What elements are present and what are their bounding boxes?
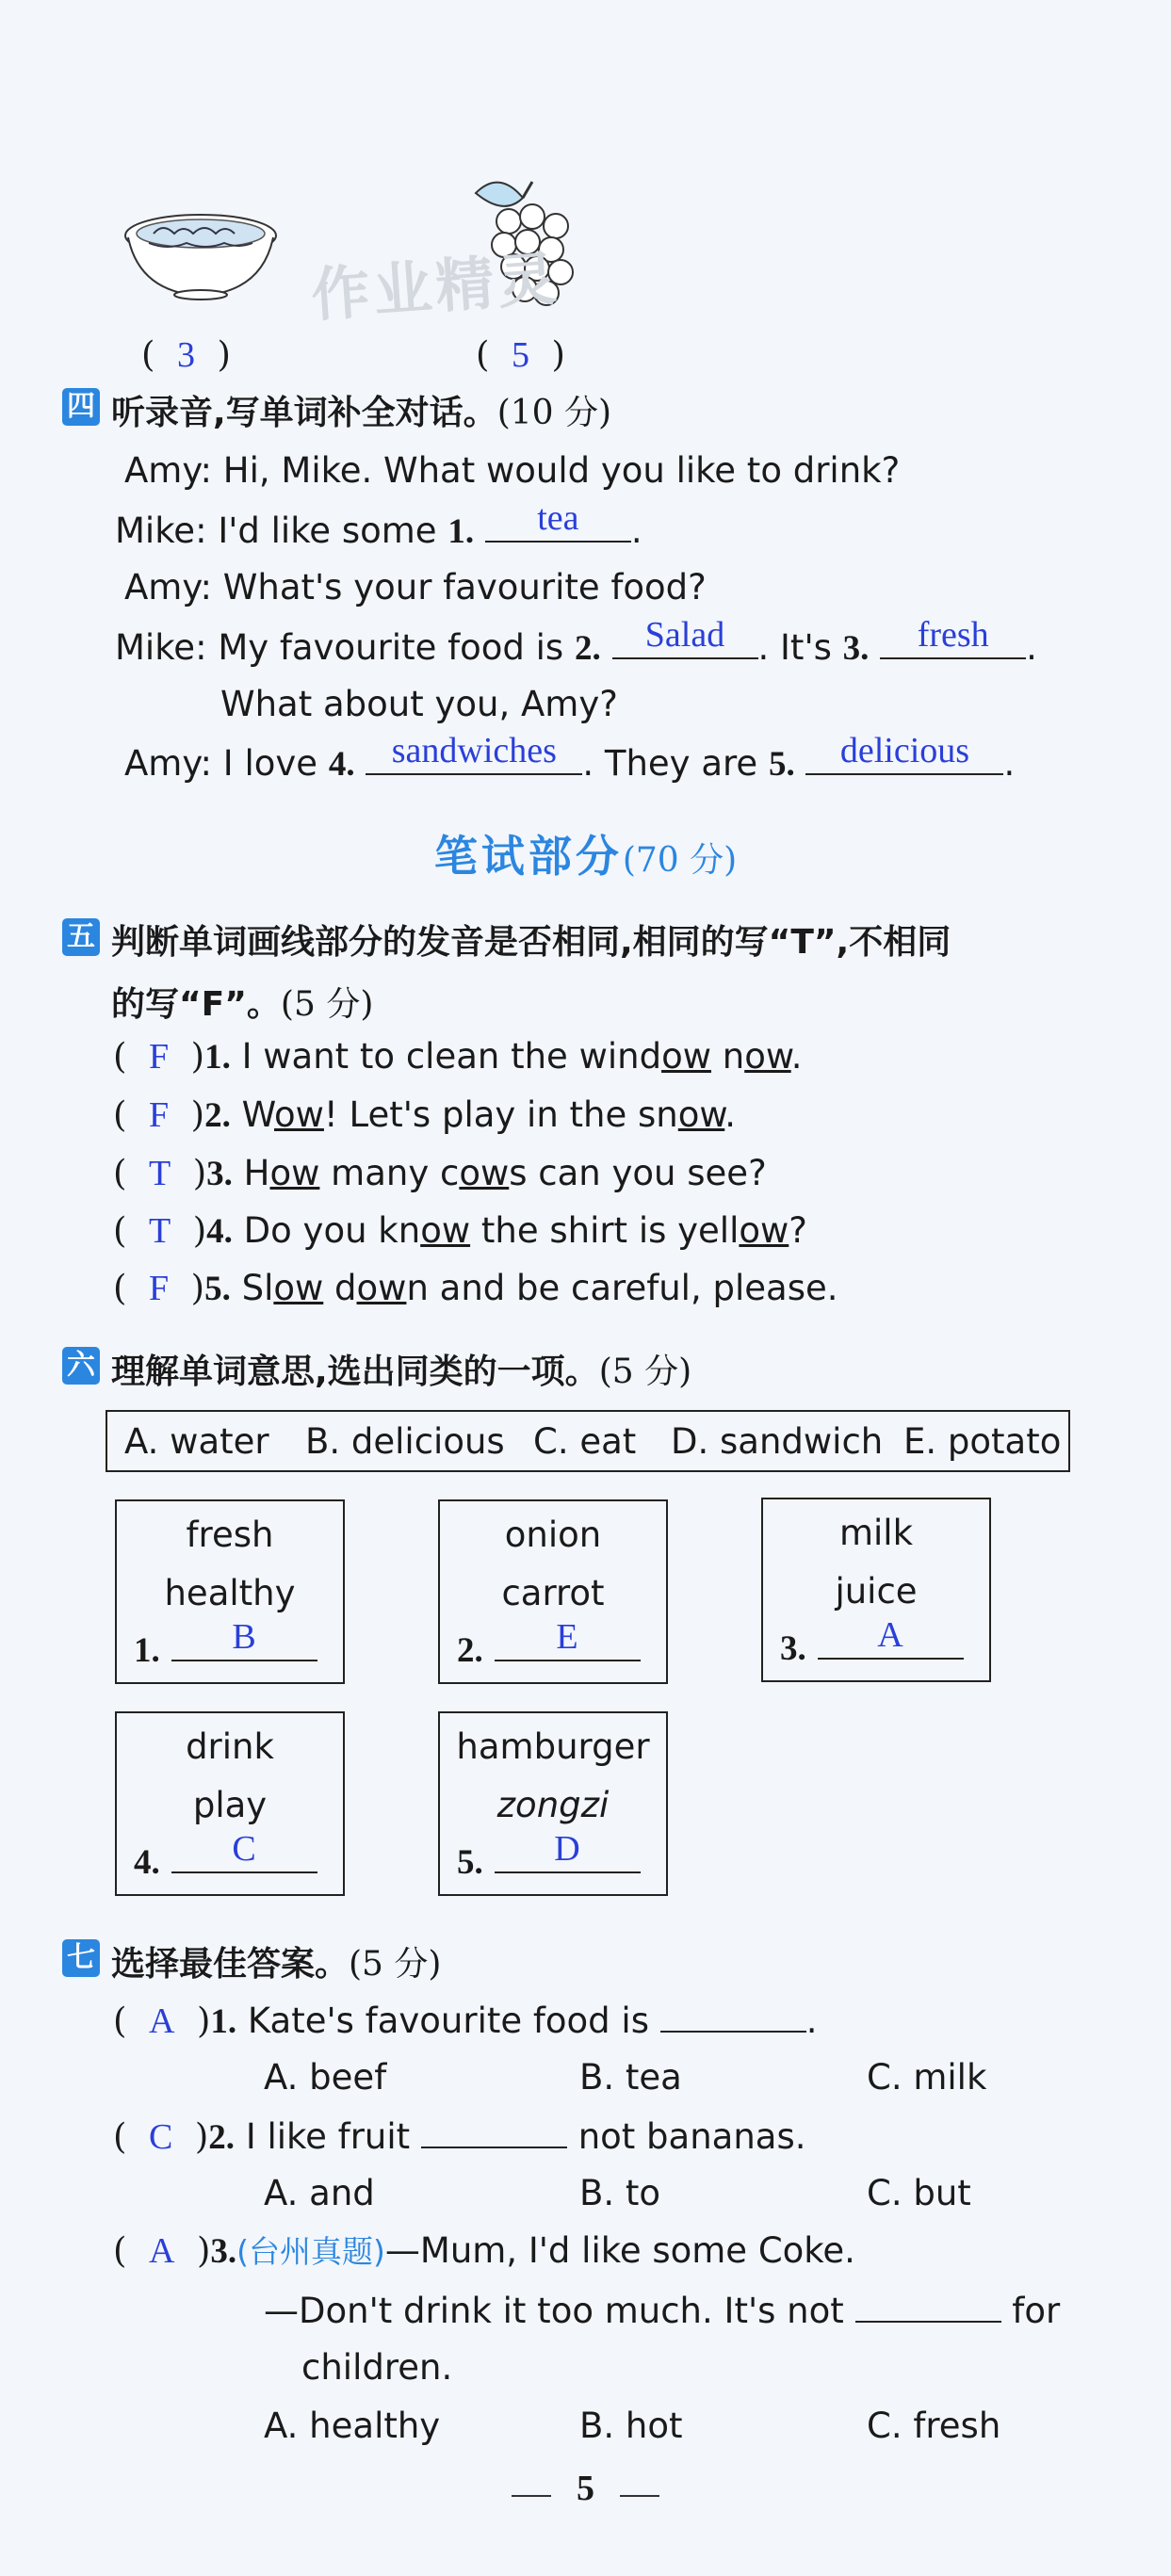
- box-5-answer-blank[interactable]: D: [495, 1839, 641, 1873]
- word-box-1: fresh healthy 1. B: [115, 1499, 345, 1684]
- source-tag: (台州真题): [236, 2233, 385, 2270]
- choice-question-3: ( A )3.(台州真题)—Mum, I'd like some Coke.: [113, 2230, 855, 2271]
- blank-4[interactable]: sandwiches: [366, 741, 582, 775]
- q3-option-a[interactable]: A. healthy: [264, 2406, 441, 2446]
- judge-item-5: ( F )5. Slow down and be careful, please.: [113, 1268, 838, 1308]
- page-number: 5: [0, 2468, 1171, 2509]
- noodle-bowl-illustration: [121, 198, 281, 301]
- blank-5[interactable]: delicious: [805, 741, 1003, 775]
- option-b: B. delicious: [305, 1421, 505, 1462]
- dialogue-line-5: What about you, Amy?: [220, 684, 618, 724]
- q1-option-c[interactable]: C. milk: [867, 2057, 987, 2098]
- word-box-3: milk juice 3. A: [761, 1498, 991, 1682]
- option-e: E. potato: [903, 1421, 1062, 1462]
- judge-item-1: ( F )1. I want to clean the window now.: [113, 1036, 803, 1077]
- section-5-badge: 五: [62, 918, 100, 956]
- dialogue-line-6: Amy: I love 4. sandwiches . They are 5. delicious .: [124, 731, 1016, 784]
- dialogue-line-4: Mike: My favourite food is 2. Salad . It's 3. fresh .: [115, 615, 1037, 668]
- q3-line-2: —Don't drink it too much. It's not for: [264, 2291, 1061, 2331]
- blank-3[interactable]: fresh: [880, 625, 1026, 659]
- option-d: D. sandwich: [671, 1421, 884, 1462]
- word-box-2: onion carrot 2. E: [438, 1499, 668, 1684]
- options-box: [106, 1410, 1070, 1472]
- section-7-title: 选择最佳答案。(5 分): [111, 1945, 442, 1984]
- choice-question-1: ( A )1. Kate's favourite food is .: [113, 2001, 818, 2041]
- section-5-title-line-1: 判断单词画线部分的发音是否相同,相同的写“T”,不相同: [111, 923, 951, 962]
- section-4-title: 听录音,写单词补全对话。(10 分): [111, 394, 612, 432]
- picture-answer-2: ( 5 ): [476, 334, 565, 375]
- q2-option-b[interactable]: B. to: [579, 2173, 661, 2213]
- section-6-badge: 六: [62, 1347, 100, 1385]
- q2-option-a[interactable]: A. and: [264, 2173, 375, 2213]
- q1-blank[interactable]: [660, 1999, 806, 2033]
- picture-answer-1: ( 3 ): [141, 334, 231, 375]
- box-1-answer-blank[interactable]: B: [171, 1628, 317, 1661]
- word-box-5: hamburger zongzi 5. D: [438, 1711, 668, 1896]
- q1-option-b[interactable]: B. tea: [579, 2057, 682, 2098]
- box-4-answer-blank[interactable]: C: [171, 1839, 317, 1873]
- watermark: 作业精灵: [309, 243, 562, 331]
- judge-item-4: ( T )4. Do you know the shirt is yellow?: [113, 1210, 807, 1251]
- q2-blank[interactable]: [421, 2114, 567, 2148]
- blank-1[interactable]: tea: [485, 509, 631, 543]
- q2-option-c[interactable]: C. but: [867, 2173, 971, 2213]
- section-7-badge: 七: [62, 1939, 100, 1977]
- choice-question-2: ( C )2. I like fruit not bananas.: [113, 2116, 806, 2157]
- box-3-answer-blank[interactable]: A: [818, 1626, 964, 1660]
- section-4-badge: 四: [62, 388, 100, 426]
- box-2-answer-blank[interactable]: E: [495, 1628, 641, 1661]
- section-6-title: 理解单词意思,选出同类的一项。(5 分): [111, 1353, 692, 1391]
- written-section-heading: 笔试部分(70 分): [433, 831, 738, 882]
- q3-blank[interactable]: [855, 2289, 1001, 2323]
- q1-option-a[interactable]: A. beef: [264, 2057, 387, 2098]
- word-box-4: drink play 4. C: [115, 1711, 345, 1896]
- q3-option-c[interactable]: C. fresh: [867, 2406, 1001, 2446]
- q3-line-3: children.: [301, 2347, 453, 2388]
- dialogue-line-3: Amy: What's your favourite food?: [124, 567, 707, 608]
- blank-2[interactable]: Salad: [612, 625, 758, 659]
- judge-item-3: ( T )3. How many cows can you see?: [113, 1153, 767, 1193]
- q3-option-b[interactable]: B. hot: [579, 2406, 683, 2446]
- dialogue-line-1: Amy: Hi, Mike. What would you like to drink?: [124, 450, 901, 491]
- option-c: C. eat: [533, 1421, 637, 1462]
- judge-item-2: ( F )2. Wow! Let's play in the snow.: [113, 1094, 737, 1135]
- option-a: A. water: [124, 1421, 269, 1462]
- dialogue-line-2: Mike: I'd like some 1. tea .: [115, 498, 642, 551]
- section-5-title-line-2: 的写“F”。(5 分): [111, 985, 374, 1024]
